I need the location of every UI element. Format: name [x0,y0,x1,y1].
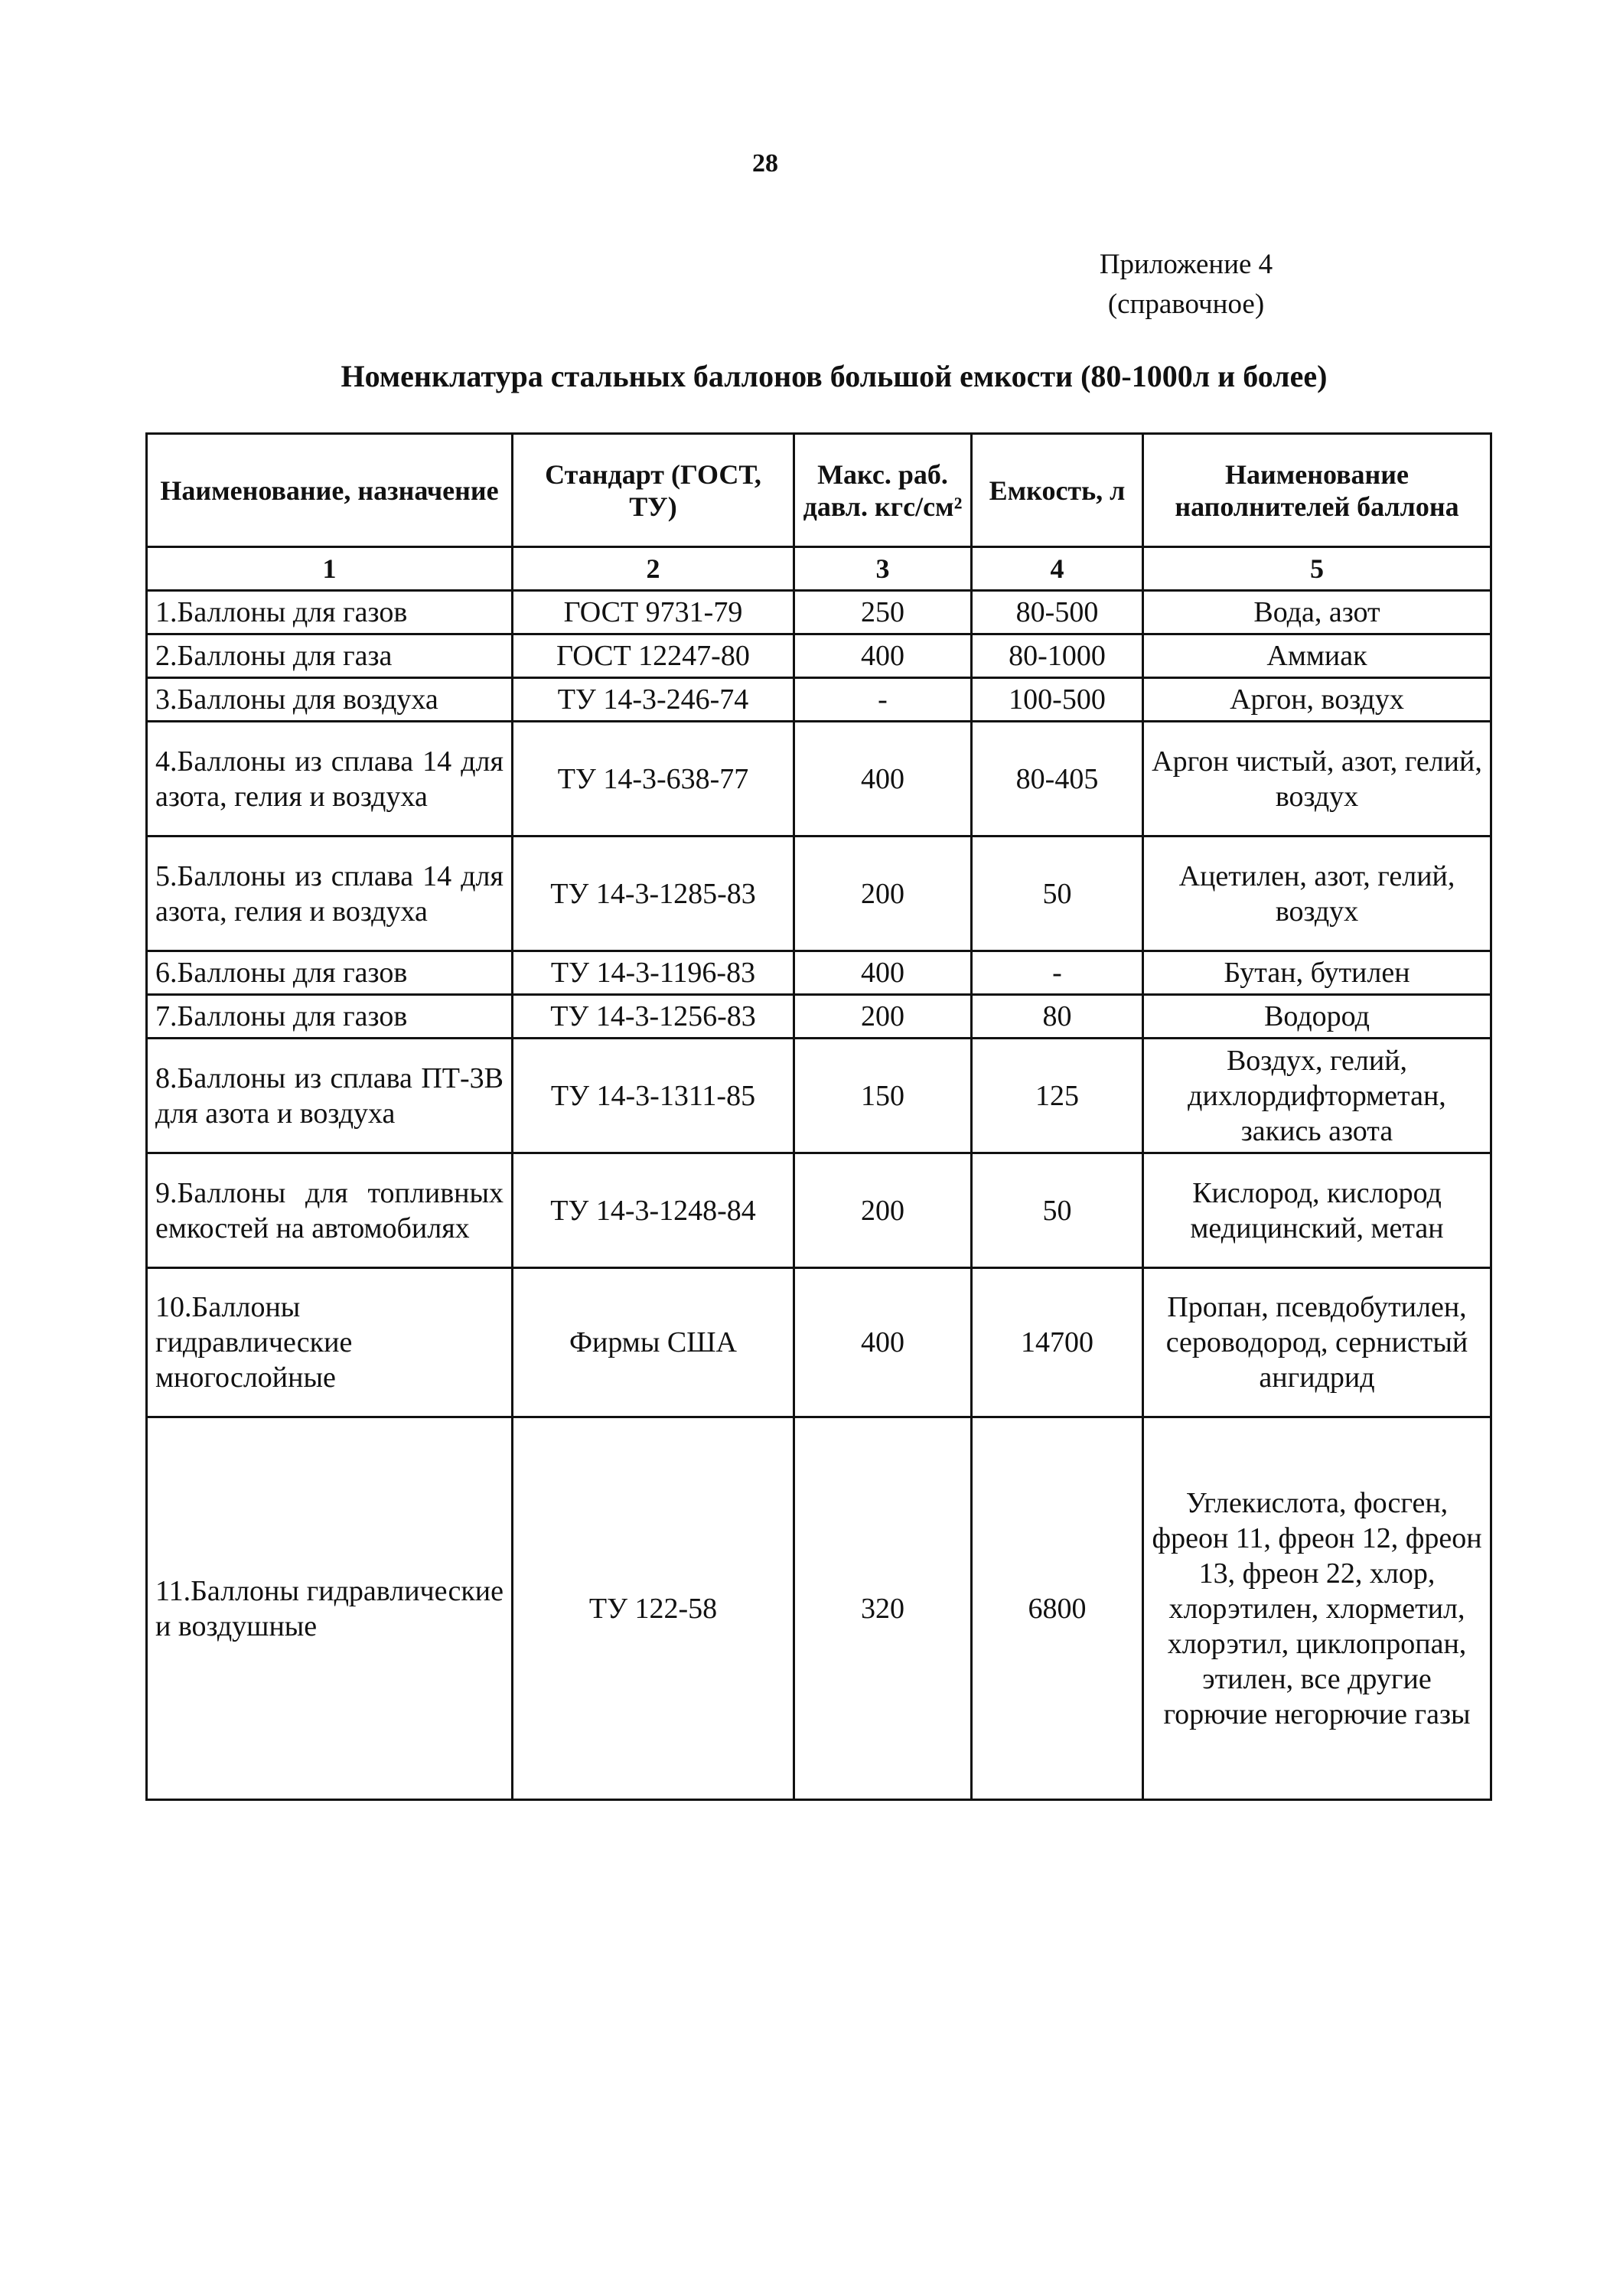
cell-name: 10.Баллоны гидравлические многослойные [147,1268,513,1417]
cell-pressure: 400 [794,722,972,837]
cell-standard: ТУ 14-3-1248-84 [513,1153,794,1268]
cell-name: 3.Баллоны для воздуха [147,678,513,722]
cell-capacity: 125 [972,1039,1143,1153]
cell-name: 11.Баллоны гидравлические и воздушные [147,1417,513,1800]
column-number-row [147,547,1491,591]
appendix-line-1: Приложение 4 [1099,249,1273,280]
cell-fillers: Кислород, кислород медицинский, метан [1143,1153,1491,1268]
cell-capacity: 50 [972,1153,1143,1268]
column-number: 1 [147,547,513,591]
appendix-label [1018,245,1354,325]
cell-capacity: 100-500 [972,678,1143,722]
cell-capacity: 80-500 [972,591,1143,634]
cell-pressure: 400 [794,951,972,995]
page-number: 28 [752,149,778,178]
cell-name: 1.Баллоны для газов [147,591,513,634]
table-row [147,951,1491,995]
cell-fillers: Аргон, воздух [1143,678,1491,722]
cell-capacity: 50 [972,837,1143,951]
cell-pressure: 320 [794,1417,972,1800]
cell-standard: Фирмы США [513,1268,794,1417]
cell-standard: ТУ 14-3-246-74 [513,678,794,722]
table-row [147,634,1491,678]
cell-capacity: - [972,951,1143,995]
cell-fillers: Водород [1143,995,1491,1039]
column-number: 5 [1143,547,1491,591]
header-fillers: Наименование наполнителей баллона [1143,434,1491,547]
header-standard: Стандарт (ГОСТ, ТУ) [513,434,794,547]
table-row [147,1039,1491,1153]
cell-pressure: 400 [794,634,972,678]
cell-standard: ТУ 14-3-1196-83 [513,951,794,995]
table-row [147,995,1491,1039]
table-row [147,678,1491,722]
cell-name: 2.Баллоны для газа [147,634,513,678]
cell-fillers: Аммиак [1143,634,1491,678]
cell-name: 5.Баллоны из сплава 14 для азота, гелия и воздуха [147,837,513,951]
cell-capacity: 80 [972,995,1143,1039]
cell-name: 9.Баллоны для топливных емкостей на автомобилях [147,1153,513,1268]
header-row [147,434,1491,547]
table-row [147,1417,1491,1800]
column-number: 4 [972,547,1143,591]
table-row [147,1268,1491,1417]
cell-standard: ТУ 14-3-1311-85 [513,1039,794,1153]
cell-standard: ТУ 14-3-1256-83 [513,995,794,1039]
column-number: 2 [513,547,794,591]
header-name: Наименование, назначение [147,434,513,547]
cell-fillers: Воздух, гелий, дихлордифторметан, закись азота [1143,1039,1491,1153]
cell-name: 7.Баллоны для газов [147,995,513,1039]
cell-pressure: - [794,678,972,722]
cell-capacity: 80-1000 [972,634,1143,678]
cell-name: 8.Баллоны из сплава ПТ-3В для азота и воздуха [147,1039,513,1153]
header-capacity: Емкость, л [972,434,1143,547]
cell-fillers: Бутан, бутилен [1143,951,1491,995]
table-row [147,591,1491,634]
cell-standard: ТУ 14-3-1285-83 [513,837,794,951]
cell-capacity: 14700 [972,1268,1143,1417]
cell-pressure: 200 [794,1153,972,1268]
header-pressure: Макс. раб. давл. кгс/см² [794,434,972,547]
table-row [147,722,1491,837]
cell-standard: ГОСТ 9731-79 [513,591,794,634]
cell-fillers: Пропан, псевдобутилен, сероводород, сернистый ангидрид [1143,1268,1491,1417]
cell-standard: ТУ 122-58 [513,1417,794,1800]
table-row [147,837,1491,951]
table-title: Номенклатура стальных баллонов большой емкости (80-1000л и более) [341,359,1328,393]
cell-pressure: 250 [794,591,972,634]
cell-standard: ГОСТ 12247-80 [513,634,794,678]
cell-pressure: 200 [794,837,972,951]
column-number: 3 [794,547,972,591]
cell-name: 6.Баллоны для газов [147,951,513,995]
table-row [147,1153,1491,1268]
cell-fillers: Вода, азот [1143,591,1491,634]
cell-capacity: 6800 [972,1417,1143,1800]
cell-pressure: 200 [794,995,972,1039]
cell-name: 4.Баллоны из сплава 14 для азота, гелия и воздуха [147,722,513,837]
cell-fillers: Аргон чистый, азот, гелий, воздух [1143,722,1491,837]
cell-pressure: 150 [794,1039,972,1153]
appendix-line-2: (справочное) [1107,289,1265,320]
cylinder-table [145,432,1492,1801]
cell-standard: ТУ 14-3-638-77 [513,722,794,837]
cell-fillers: Углекислота, фосген, фреон 11, фреон 12, фреон 13, фреон 22, хлор, хлорэтилен, хлорметил, хлорэтил, циклопропан, этилен, все другие горючие негорючие газы [1143,1417,1491,1800]
cell-capacity: 80-405 [972,722,1143,837]
cell-pressure: 400 [794,1268,972,1417]
cell-fillers: Ацетилен, азот, гелий, воздух [1143,837,1491,951]
